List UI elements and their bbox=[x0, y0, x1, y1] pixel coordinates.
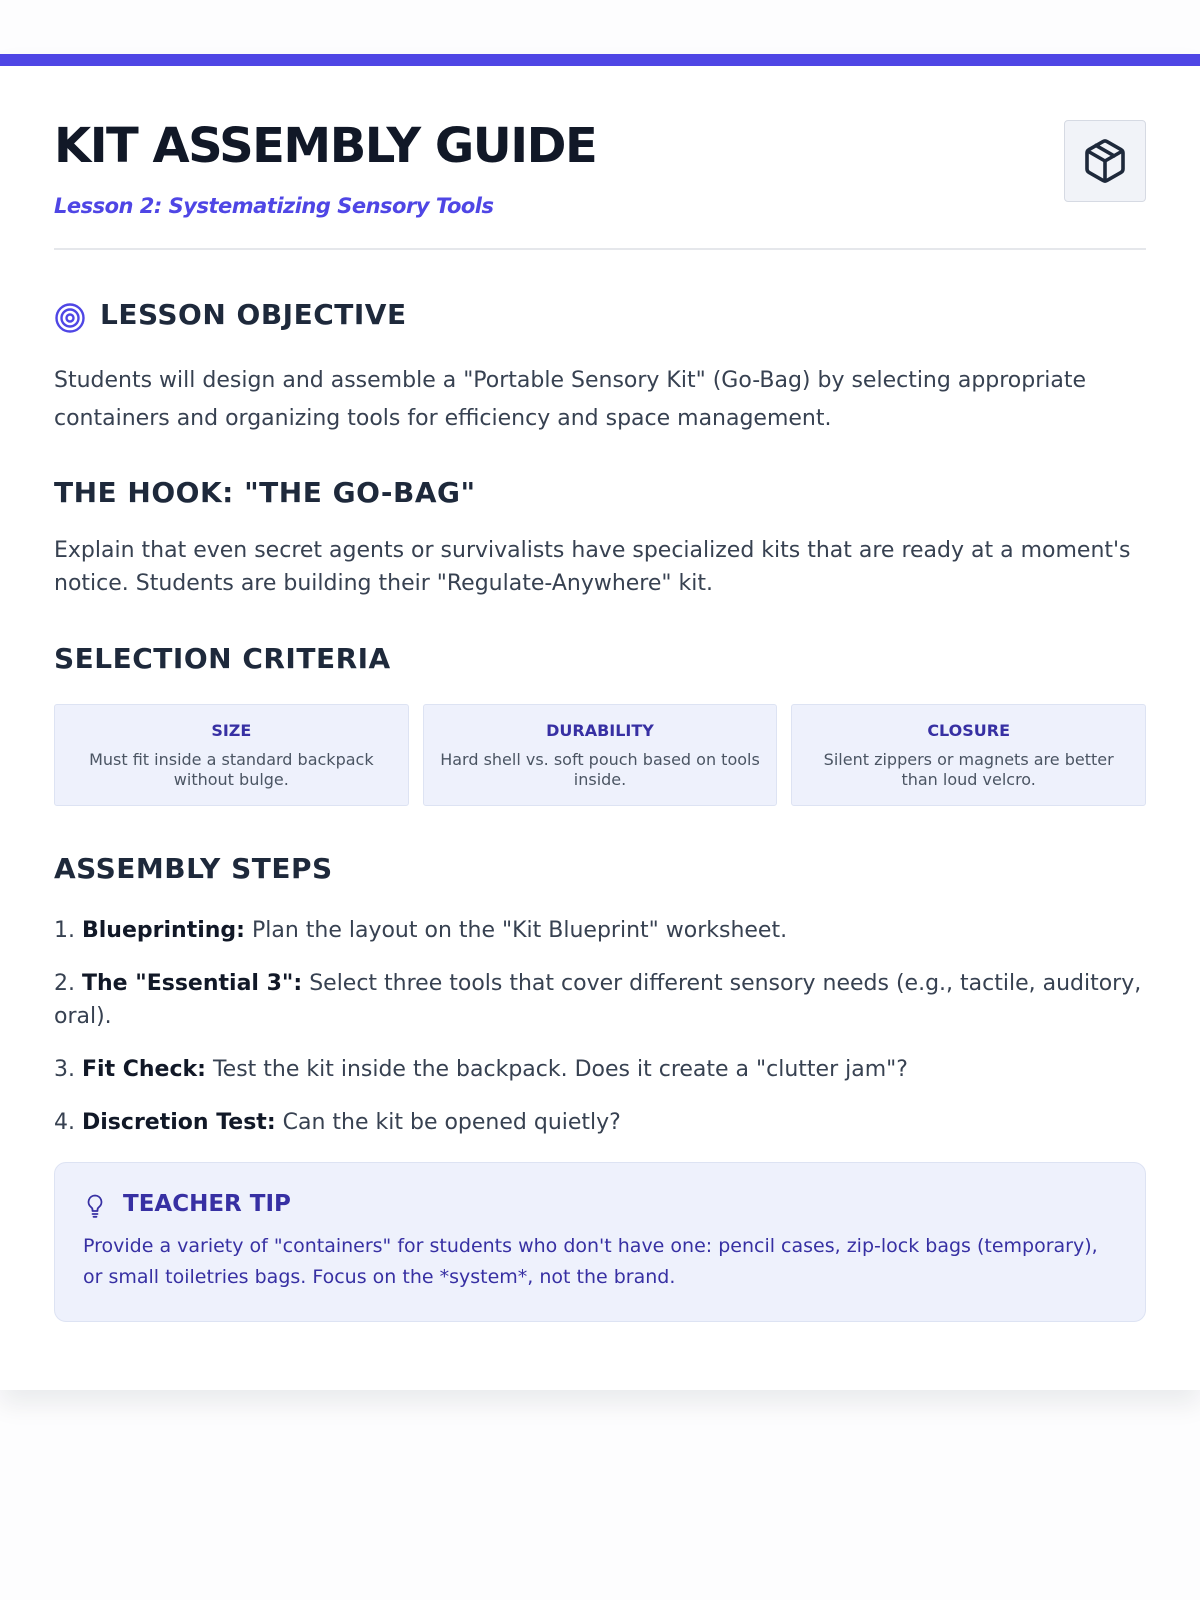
hook-title: THE HOOK: "THE GO-BAG" bbox=[54, 476, 476, 509]
step-item bbox=[54, 1106, 1146, 1139]
step-label: Discretion Test: bbox=[82, 1110, 276, 1135]
step-text: Can the kit be opened quietly? bbox=[282, 1110, 621, 1135]
step-item bbox=[54, 967, 1146, 1033]
step-text: Select three tools that cover different sensory needs (e.g., tactile, auditory, oral). bbox=[54, 971, 1142, 1029]
hook-text: Explain that even secret agents or survivalists have specialized kits that are ready at a moment's notice. Students are building their "Regulate-Anywhere" kit. bbox=[54, 538, 1131, 596]
lightbulb-icon bbox=[83, 1193, 107, 1219]
lesson-content bbox=[54, 66, 1146, 1288]
step-text: Plan the layout on the "Kit Blueprint" worksheet. bbox=[251, 918, 788, 943]
criteria-name: CLOSURE bbox=[927, 721, 1011, 740]
steps-title: ASSEMBLY STEPS bbox=[54, 852, 333, 885]
page-header bbox=[54, 66, 1146, 250]
step-label: Blueprinting: bbox=[82, 918, 245, 943]
step-number: 1. bbox=[54, 918, 75, 943]
page-title: KIT ASSEMBLY GUIDE bbox=[54, 118, 597, 174]
teacher-tip-box bbox=[54, 1162, 1146, 1322]
teacher-tip-title: TEACHER TIP bbox=[123, 1191, 291, 1217]
criteria-desc: Must fit inside a standard backpack without bulge. bbox=[89, 750, 374, 789]
assembly-steps-list bbox=[54, 914, 1146, 1159]
step-number: 3. bbox=[54, 1057, 75, 1082]
criteria-card-closure bbox=[791, 704, 1146, 806]
criteria-card-durability bbox=[423, 704, 778, 806]
page-subtitle: Lesson 2: Systematizing Sensory Tools bbox=[54, 194, 494, 218]
step-item bbox=[54, 1053, 1146, 1086]
teacher-tip-text: Provide a variety of "containers" for students who don't have one: pencil cases, zip-lock bags (temporary), or small toiletries bags. Focus on the *system*, not the brand. bbox=[83, 1235, 1098, 1288]
criteria-name: SIZE bbox=[211, 721, 252, 740]
lesson-card bbox=[0, 54, 1200, 1390]
box-icon bbox=[1081, 137, 1129, 185]
step-number: 2. bbox=[54, 971, 75, 996]
criteria-desc: Silent zippers or magnets are better than loud velcro. bbox=[823, 750, 1114, 789]
criteria-card-size bbox=[54, 704, 409, 806]
target-icon bbox=[54, 302, 86, 334]
objective-icon-wrap bbox=[54, 302, 86, 339]
criteria-grid bbox=[54, 704, 1146, 806]
objective-title: LESSON OBJECTIVE bbox=[100, 298, 407, 331]
step-item bbox=[54, 914, 1146, 947]
objective-text: Students will design and assemble a "Portable Sensory Kit" (Go-Bag) by selecting appropriate containers and organizing tools for efficiency and space management. bbox=[54, 368, 1087, 431]
box-badge bbox=[1064, 120, 1146, 202]
criteria-title: SELECTION CRITERIA bbox=[54, 642, 391, 675]
step-text: Test the kit inside the backpack. Does it create a "clutter jam"? bbox=[212, 1057, 908, 1082]
step-label: Fit Check: bbox=[82, 1057, 206, 1082]
criteria-name: DURABILITY bbox=[546, 721, 654, 740]
step-label: The "Essential 3": bbox=[82, 971, 303, 996]
step-number: 4. bbox=[54, 1110, 75, 1135]
criteria-desc: Hard shell vs. soft pouch based on tools inside. bbox=[440, 750, 760, 789]
